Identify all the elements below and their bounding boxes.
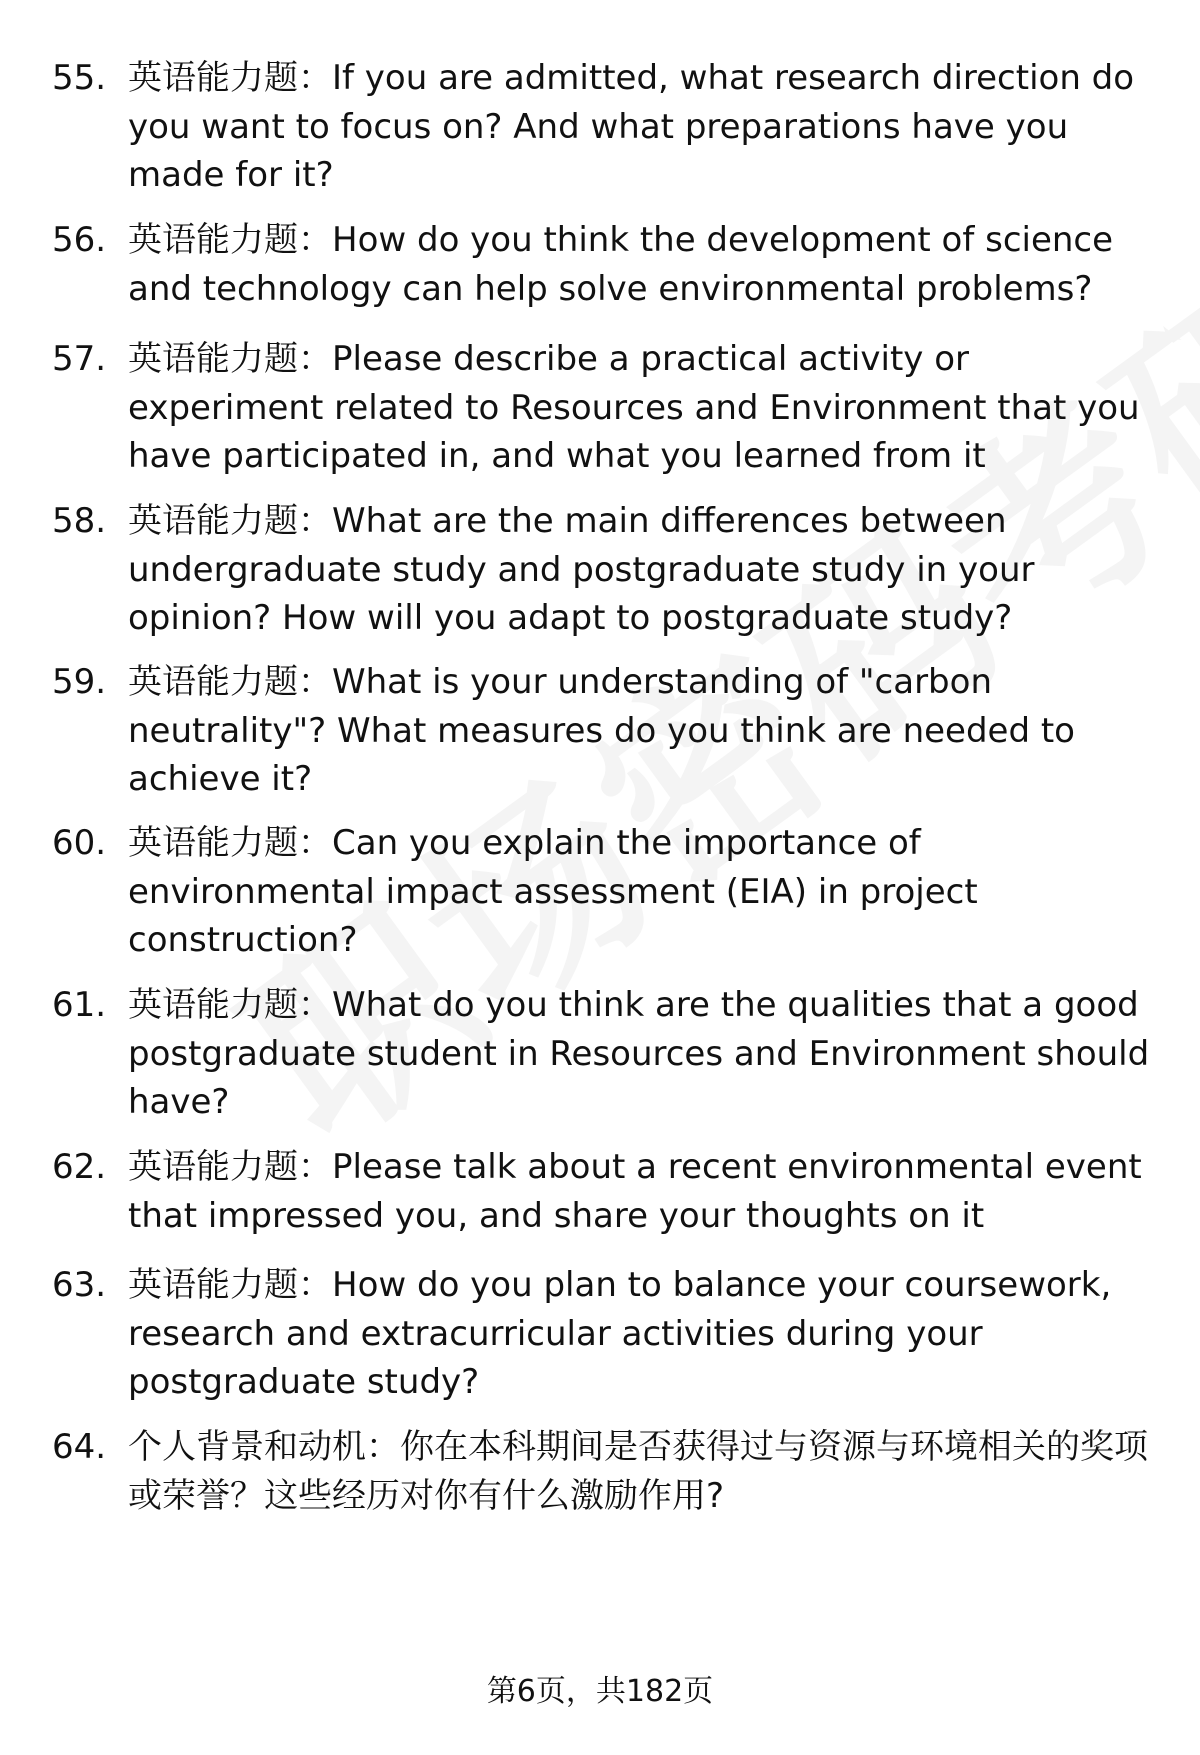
question-number: 56. — [52, 220, 107, 260]
question-text: 英语能力题：What is your understanding of "carbon neutrality"? What measures do you think are needed to achieve it? — [128, 662, 1075, 799]
question-item — [52, 819, 1162, 965]
question-number: 59. — [52, 662, 107, 702]
page-number-footer: 第6页，共182页 — [486, 1674, 714, 1709]
question-item — [52, 1261, 1162, 1407]
question-text: 英语能力题：Please describe a practical activity or experiment related to Resources and Environment that you have participated in, and what you learned from it — [128, 339, 1140, 476]
question-text: 英语能力题：If you are admitted, what research direction do you want to focus on? And what preparations have you made for it? — [128, 58, 1135, 195]
question-number: 57. — [52, 339, 107, 379]
question-number: 55. — [52, 58, 107, 98]
question-item — [52, 981, 1162, 1127]
question-number: 58. — [52, 501, 107, 541]
question-item — [52, 1143, 1162, 1240]
question-number: 64. — [52, 1427, 107, 1467]
question-number: 60. — [52, 823, 107, 863]
question-number: 63. — [52, 1265, 107, 1305]
question-text: 个人背景和动机：你在本科期间是否获得过与资源与环境相关的奖项或荣誉？这些经历对你有什么激励作用? — [128, 1427, 1148, 1516]
question-item — [52, 658, 1162, 804]
question-text: 英语能力题：Please talk about a recent environmental event that impressed you, and share your thoughts on it — [128, 1147, 1142, 1236]
question-item — [52, 216, 1162, 313]
question-text: 英语能力题：What are the main differences between undergraduate study and postgraduate study in your opinion? How will you adapt to postgraduate study? — [128, 501, 1035, 638]
question-text: 英语能力题：Can you explain the importance of environmental impact assessment (EIA) in project construction? — [128, 823, 978, 960]
question-item — [52, 1423, 1162, 1520]
question-text: 英语能力题：How do you think the development of science and technology can help solve environmental problems? — [128, 220, 1114, 309]
question-text: 英语能力题：What do you think are the qualities that a good postgraduate student in Resources and Environment should have? — [128, 985, 1150, 1122]
question-number: 61. — [52, 985, 107, 1025]
question-text: 英语能力题：How do you plan to balance your coursework, research and extracurricular activities during your postgraduate study? — [128, 1265, 1112, 1402]
question-item — [52, 335, 1162, 481]
question-item — [52, 497, 1162, 643]
question-item — [52, 54, 1162, 200]
question-number: 62. — [52, 1147, 107, 1187]
